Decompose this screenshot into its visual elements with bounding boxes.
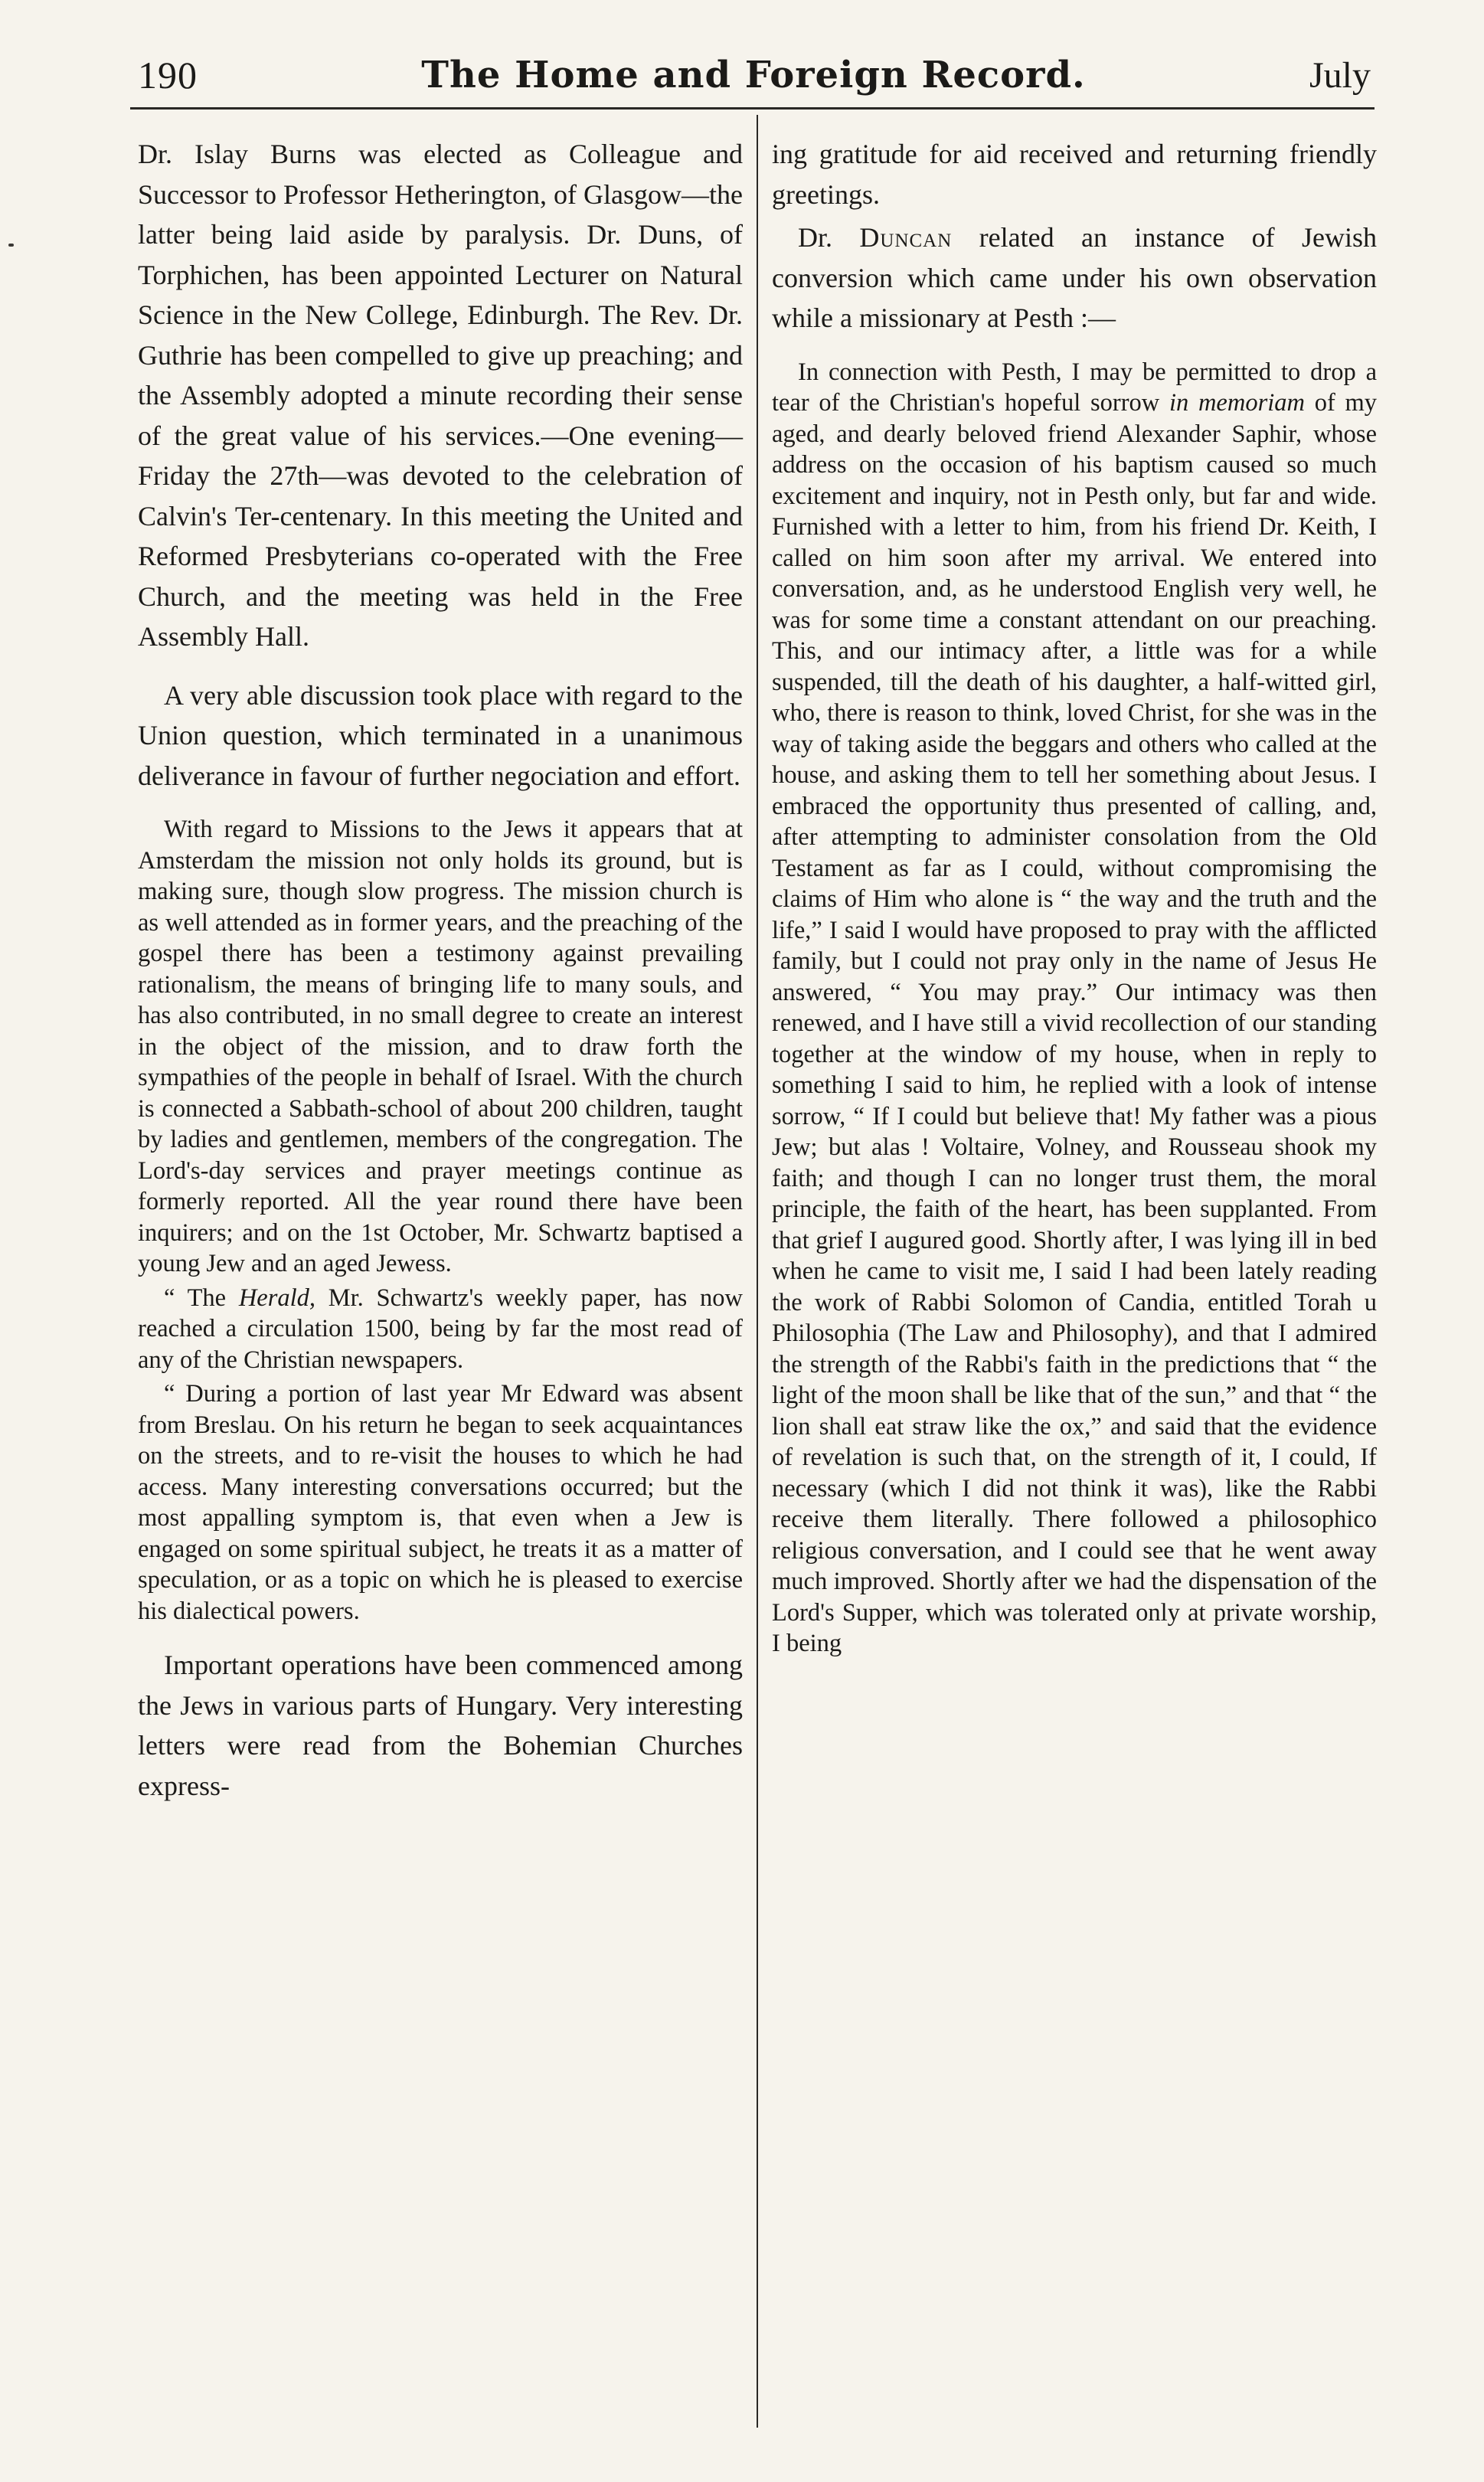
assembly-appointments-paragraph: Dr. Islay Burns was elected as Colleague and Successor to Professor Hetherington, of Glasgow—the latter being laid aside by paralysis. Dr. Duns, of Torphichen, has been appointed Lecturer on Natural Science in the New College, Edinburgh. The Rev. Dr. Guthrie has been compelled to give up preaching; and the Assembly adopted a minute recording their sense of the great value of his services.—One evening—Friday the 27th—was devoted to the celebration of Calvin's Ter-centenary. In this meeting the United and Reformed Presbyterians co-operated with the Free Church, and the meeting was held in the Free Assembly Hall.	[138, 139, 743, 652]
column-divider	[757, 115, 758, 2428]
herald-title: Herald,	[238, 1284, 316, 1312]
jewish-missions-paragraph: With regard to Missions to the Jews it appears that at Amsterdam the mission not only holds its ground, but is making sure, though slow progress. The mission church is as well attended as in former years, and the preaching of the gospel there has been a testimony against prevailing rationalism, the means of bringing life to many souls, and has also contributed, in no small degree to create an interest in the object of the mission, and to draw forth the sympathies of the people in behalf of Israel. With the church is connected a Sabbath-school of about 200 children, taught by ladies and gentlemen, members of the congregation. The Lord's-day services and prayer meetings continue as formerly reported. All the year round there have been inquirers; and on the 1st October, Mr. Schwartz baptised a young Jew and an aged Jewess.	[138, 816, 743, 1277]
duncan-intro-paragraph	[772, 217, 1377, 338]
herald-paragraph	[138, 1283, 743, 1376]
herald-open: “ The	[164, 1284, 239, 1312]
margin-mark	[8, 244, 14, 247]
quote-start: In connection with Pesth, I may be permitted to drop a tear of the Christian's hopeful sorrow	[772, 358, 1377, 417]
duncan-lead: Dr.	[798, 222, 860, 253]
header-rule	[130, 107, 1374, 110]
in-memoriam: in memoriam	[1169, 389, 1305, 417]
herald-rest: Mr. Schwartz's weekly paper, has now reached a circulation 1500, being by far the most read of any of the Christian newspapers.	[138, 1284, 743, 1374]
right-column	[772, 134, 1377, 1660]
saphir-quote-paragraph	[772, 357, 1377, 1660]
hungary-paragraph: Important operations have been commenced among the Jews in various parts of Hungary. Very interesting letters were read from the Bohemian Churches express-	[138, 1650, 743, 1801]
left-column	[138, 134, 743, 1806]
quote-rest: of my aged, and dearly beloved friend Alexander Saphir, whose address on the occasion of his baptism caused so much excitement and inquiry, not in Pesth only, but far and wide. Furnished with a letter to him, from his friend Dr. Keith, I called on him soon after my arrival. We entered into conversation, and, as he understood English very well, he was for some time a constant attendant on our preaching. This, and our intimacy after, a little was for a while suspended, till the death of his daughter, a half-witted girl, who, there is reason to think, loved Christ, for she was in the way of taking aside the beggars and others who called at the house, and asking them to tell her something about Jesus. I embraced the opportunity thus presented of calling, and, after attempting to administer consolation from the Old Testament as far as I could, without compromising the claims of Him who alone is “ the way and the truth and the life,” I said I would have proposed to pray with the afflicted family, but I could not pray only in the name of Jesus He answered, “ You may pray.” Our intimacy was then renewed, and I have still a vivid recollection of our standing together at the window of my house, when in reply to something I said to him, he replied with a look of intense sorrow, “ If I could but believe that! My father was a pious Jew; but alas ! Voltaire, Volney, and Rousseau shook my faith; and though I can no longer trust them, the moral principle, the faith of the heart, has been supplanted. From that grief I augured good. Shortly after, I was lying ill in bed when he came to visit me, I said I had been lately reading the work of Rabbi Solomon of Candia, entitled Torah u Philosophia (The Law and Philosophy), and that I admired the strength of the Rabbi's faith in the predictions that “ the light of the moon shall be like that of the sun,” and that “ the lion shall eat straw like the ox,” and said that the evidence of revelation is such that, on the strength of it, I could, If necessary (which I did not think it was), like the Rabbi receive them literally. There followed a philosophico religious conversation, and I could see that he went away much improved. Shortly after we had the dispensation of the Lord's Supper, which was tolerated only at private worship, I being	[772, 389, 1378, 1657]
breslau-paragraph: “ During a portion of last year Mr Edward was absent from Breslau. On his return he began to seek acquaintances on the streets, and to re-visit the houses to which he had access. Many interesting conversations occurred; but the most appalling symptom is, that even when a Jew is engaged on some spiritual subject, he treats it as a matter of speculation, or as a topic on which he is pleased to exercise his dialectical powers.	[138, 1380, 743, 1625]
journal-title: The Home and Foreign Record.	[421, 54, 1086, 96]
duncan-rest: related an instance of Jewish conversion which came under his own observation while a missionary at Pesth :—	[772, 222, 1378, 333]
union-question-paragraph: A very able discussion took place with regard to the Union question, which terminated in a unanimous deliverance in favour of further negociation and effort.	[138, 679, 743, 791]
page-header	[138, 44, 1371, 106]
page-number: 190	[138, 54, 198, 96]
gratitude-paragraph: ing gratitude for aid received and returning friendly greetings.	[772, 139, 1377, 210]
duncan-name: Duncan	[859, 222, 953, 253]
issue-month: July	[1309, 54, 1371, 96]
